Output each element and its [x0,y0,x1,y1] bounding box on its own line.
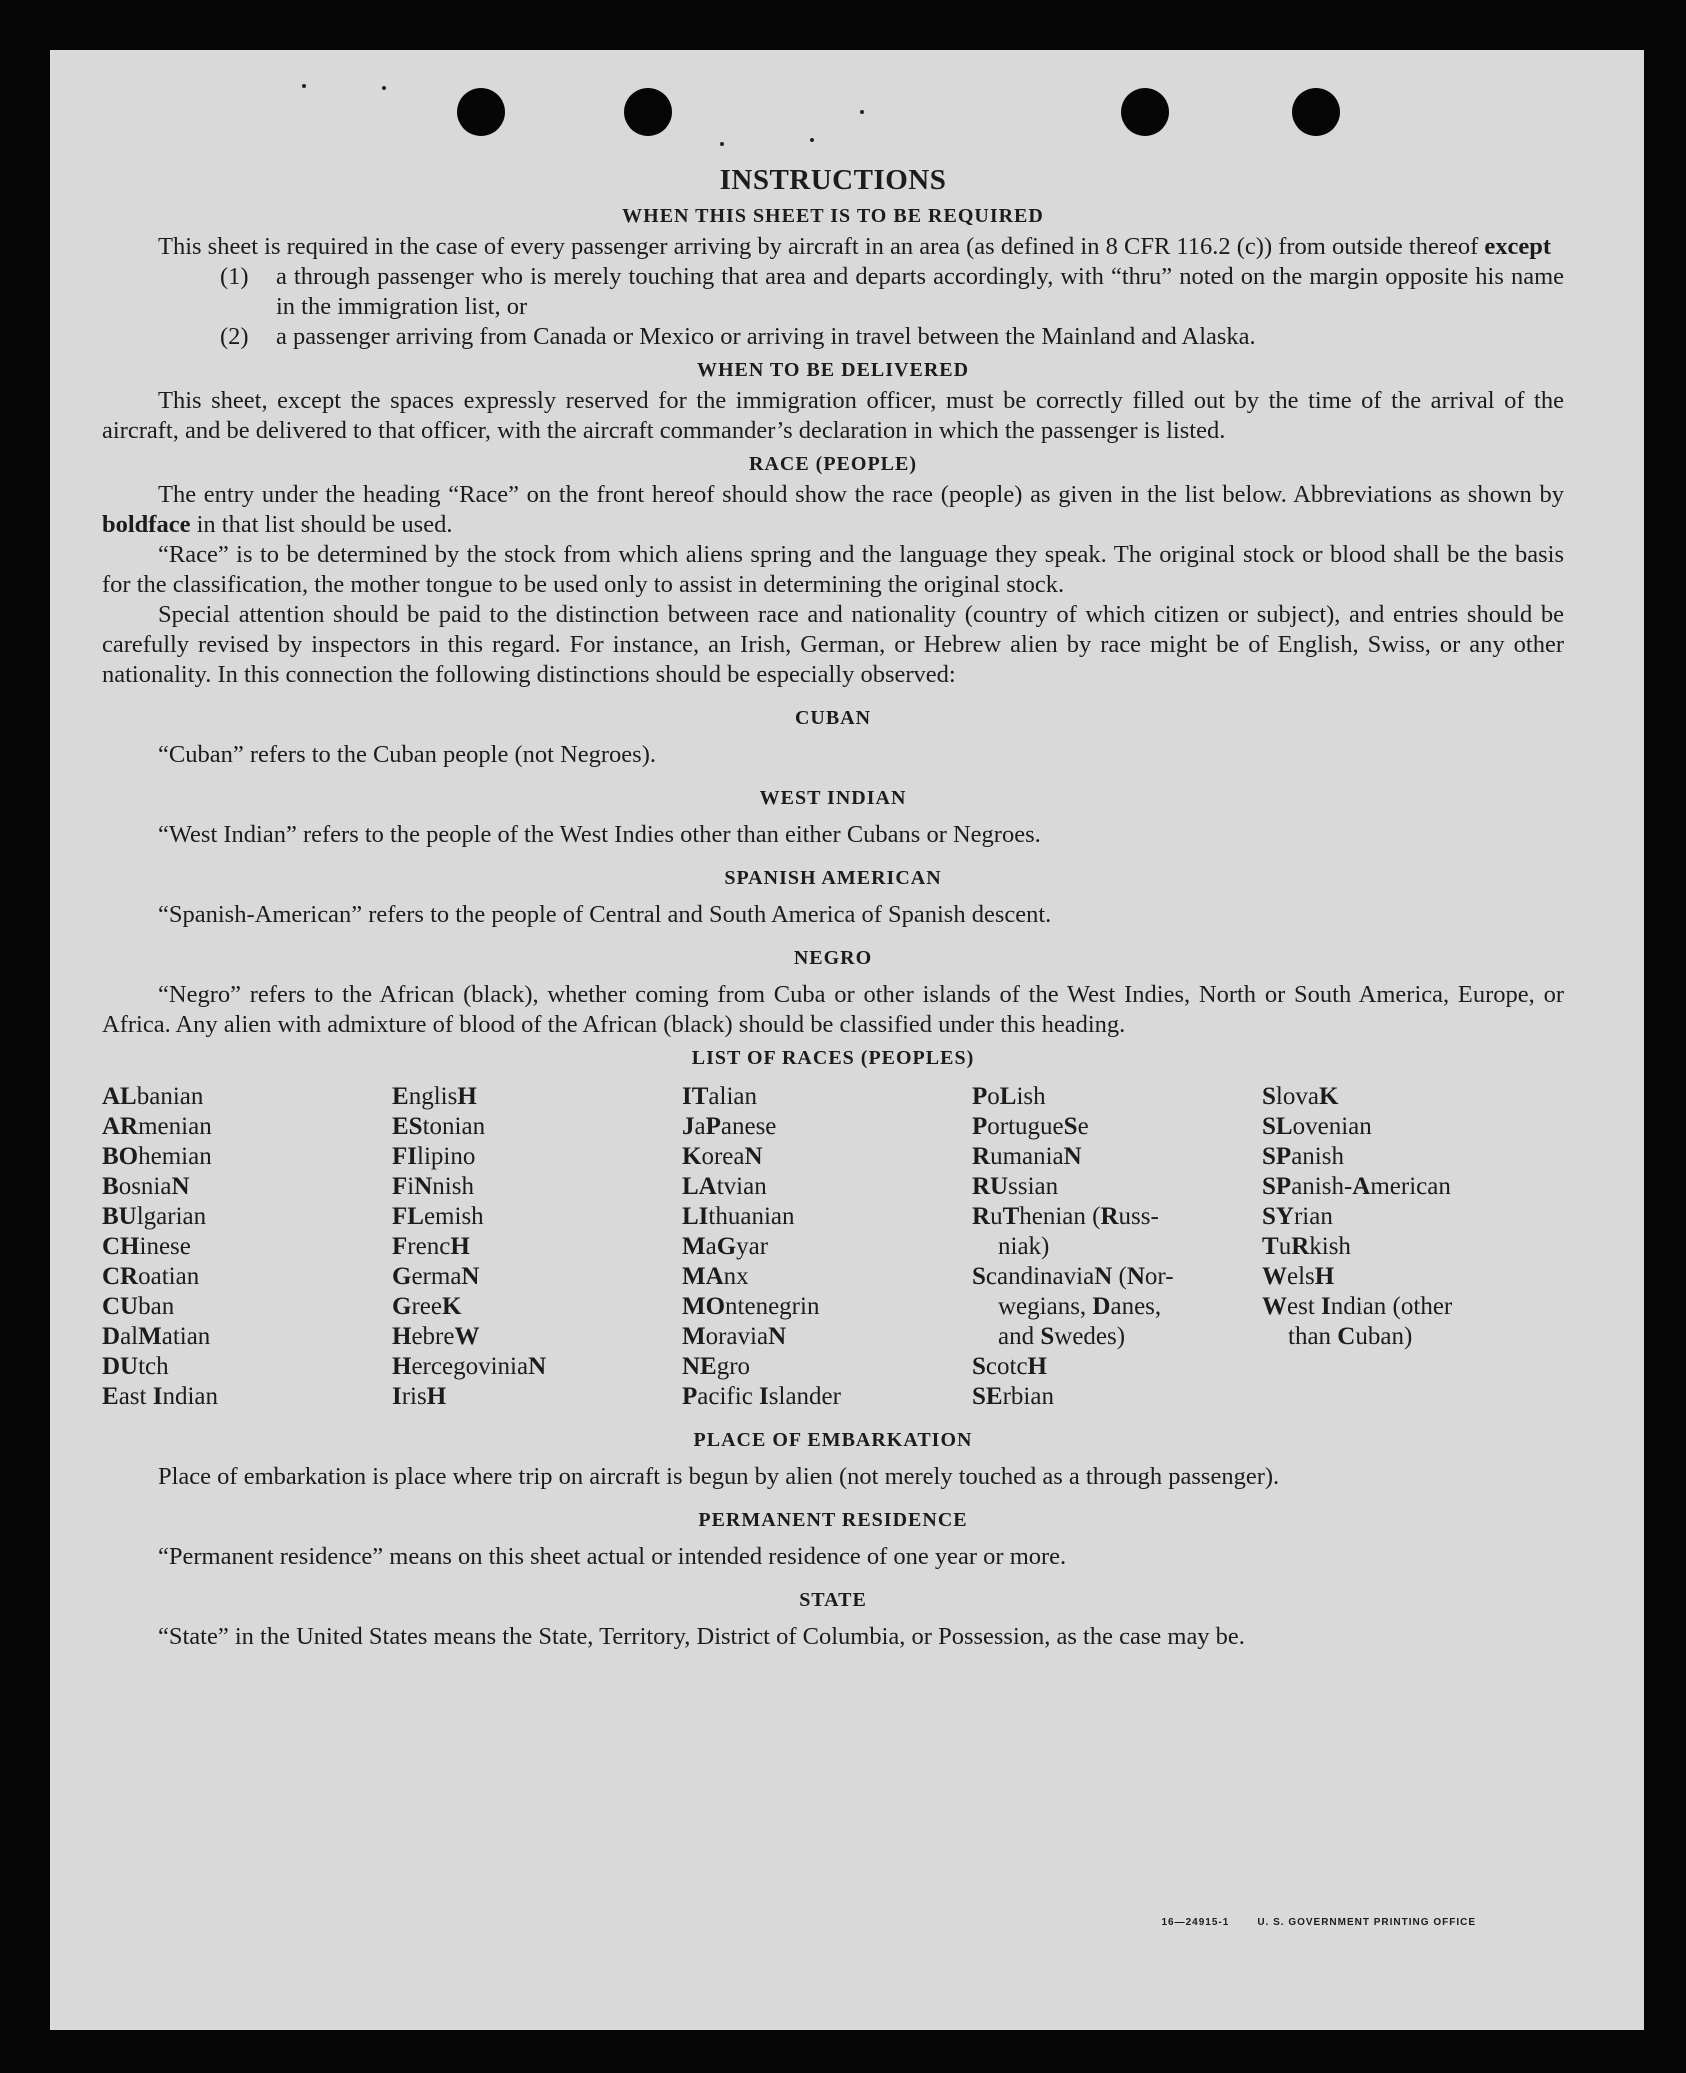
races-column-4 [972,1082,1262,1412]
race-entry: and Swedes) [998,1323,1126,1350]
cuban-text: “Cuban” refers to the Cuban people (not Negroes). [158,741,656,768]
state-text: “State” in the United States means the State, Territory, District of Columbia, or Possession, as the case may be. [158,1623,1245,1650]
race-paragraph-3: Special attention should be paid to the distinction between race and nationality (country of which citizen or subject), and entries should be carefully revised by inspectors in this regard. For instance, an Irish, German, or Hebrew alien by race might be of English, Swiss, or any other nationality. In this connection the following distinctions should be especially observed: [102,601,1564,688]
race-entry: BOhemian [102,1143,212,1170]
race-entry: ScandinaviaN (Nor- [972,1263,1174,1290]
race-entry: SlovaK [1262,1083,1339,1110]
form-number: 16—24915-1 [1161,1917,1230,1928]
race-entry: ITalian [682,1083,757,1110]
speck [382,86,386,90]
races-list [102,1082,1564,1412]
heading-negro: NEGRO [793,947,873,969]
race-entry: RUssian [972,1173,1059,1200]
embarkation-text: Place of embarkation is place where trip on aircraft is begun by alien (not merely touched as a through passenger). [158,1463,1280,1490]
speck [302,84,306,88]
print-footer [1133,1917,1476,1928]
race-entry: BUlgarian [102,1203,207,1230]
race-entry: MOntenegrin [682,1293,820,1320]
race-entry: Pacific Islander [682,1383,841,1410]
heading-list-of-races: LIST OF RACES (PEOPLES) [691,1047,975,1069]
race-entry: RuThenian (Russ- [972,1203,1159,1230]
races-column-1 [102,1082,392,1412]
residence-text: “Permanent residence” means on this sheet actual or intended residence of one year or more. [158,1543,1067,1570]
race-entry: HercegoviniaN [392,1353,547,1380]
race-entry: IrisH [392,1383,447,1410]
race-entry: SPanish-American [1262,1173,1451,1200]
negro-text: “Negro” refers to the African (black), whether coming from Cuba or other islands of the West Indies, North or South America, Europe, or Africa. Any alien with admixture of blood of the African (black) should be classified under this heading. [102,981,1564,1038]
race-paragraph-2: “Race” is to be determined by the stock from which aliens spring and the language they speak. The original stock or blood shall be the basis for the classification, the mother tongue to be used only to assist in determining the original stock. [102,541,1564,598]
punch-hole [624,88,672,136]
race-entry: KoreaN [682,1143,763,1170]
west-indian-text: “West Indian” refers to the people of the West Indies other than either Cubans or Negroes. [158,821,1041,848]
race-entry: MaGyar [682,1233,769,1260]
race-entry: LAtvian [682,1173,767,1200]
required-item: (1) a through passenger who is merely touching that area and departs accordingly, with “thru” noted on the margin opposite his name in the immigration list, or [220,263,1564,320]
race-entry: ScotcH [972,1353,1047,1380]
race-entry: SPanish [1262,1143,1344,1170]
race-entry: niak) [998,1233,1050,1260]
instruction-sheet [50,50,1644,2030]
race-entry: wegians, Danes, [998,1293,1162,1320]
race-entry: DUtch [102,1353,169,1380]
speck [810,138,814,142]
heading-embarkation: PLACE OF EMBARKATION [693,1429,973,1451]
race-entry: CUban [102,1293,175,1320]
races-column-2 [392,1082,682,1412]
heading-delivered: WHEN TO BE DELIVERED [696,359,970,381]
race-entry: SLovenian [1262,1113,1372,1140]
delivered-text: This sheet, except the spaces expressly reserved for the immigration officer, must be correctly filled out by the time of the arrival of the aircraft, and be delivered to that officer, with the aircraft commander’s declaration in which the passenger is listed. [102,387,1564,444]
races-column-3 [682,1082,972,1412]
punch-hole [1121,88,1169,136]
race-entry: SYrian [1262,1203,1333,1230]
race-entry: LIthuanian [682,1203,795,1230]
race-entry: ARmenian [102,1113,212,1140]
race-entry: NEgro [682,1353,751,1380]
race-entry: EStonian [392,1113,486,1140]
instructions-content [102,162,1564,1652]
race-entry: BosniaN [102,1173,190,1200]
race-entry: GreeK [392,1293,462,1320]
required-item: (2) a passenger arriving from Canada or Mexico or arriving in travel between the Mainland and Alaska. [220,323,1256,350]
heading-race: RACE (PEOPLE) [749,453,917,475]
punch-hole [457,88,505,136]
heading-west-indian: WEST INDIAN [759,787,907,809]
printer-name: U. S. GOVERNMENT PRINTING OFFICE [1257,1917,1476,1928]
punch-hole [1292,88,1340,136]
race-entry: CRoatian [102,1263,200,1290]
race-entry: ALbanian [102,1083,204,1110]
heading-spanish-american: SPANISH AMERICAN [724,867,942,889]
race-entry: PortugueSe [972,1113,1089,1140]
race-entry: HebreW [392,1323,480,1350]
races-column-5 [1262,1082,1564,1412]
race-entry: JaPanese [682,1113,777,1140]
race-entry: TuRkish [1262,1233,1351,1260]
race-entry: FrencH [392,1233,470,1260]
race-entry: East Indian [102,1383,218,1410]
spanish-american-text: “Spanish-American” refers to the people of Central and South America of Spanish descent. [158,901,1052,928]
race-entry: FiNnish [392,1173,474,1200]
speck [720,142,724,146]
race-entry: FLemish [392,1203,484,1230]
race-entry: MAnx [682,1263,749,1290]
race-entry: MoraviaN [682,1323,787,1350]
race-entry: West Indian (other [1262,1293,1453,1320]
race-entry: EnglisH [392,1083,477,1110]
race-entry: PoLish [972,1083,1046,1110]
race-entry: WelsH [1262,1263,1335,1290]
heading-state: STATE [799,1589,867,1611]
required-intro: This sheet is required in the case of every passenger arriving by aircraft in an area (as defined in 8 CFR 116.2 (c)) from outside thereof except [158,233,1552,260]
speck [860,110,864,114]
race-entry: DalMatian [102,1323,211,1350]
page-title: INSTRUCTIONS [719,164,947,196]
heading-cuban: CUBAN [794,707,872,729]
race-entry: CHinese [102,1233,191,1260]
heading-required: WHEN THIS SHEET IS TO BE REQUIRED [622,205,1044,227]
heading-residence: PERMANENT RESIDENCE [698,1509,968,1531]
race-entry: than Cuban) [1288,1323,1413,1350]
race-entry: GermaN [392,1263,480,1290]
race-entry: RumaniaN [972,1143,1082,1170]
race-entry: SErbian [972,1383,1054,1410]
race-entry: FIlipino [392,1143,476,1170]
race-paragraph-1: The entry under the heading “Race” on the front hereof should show the race (people) as given in the list below. Abbreviations as shown by boldface in that list should be used. [102,481,1564,538]
